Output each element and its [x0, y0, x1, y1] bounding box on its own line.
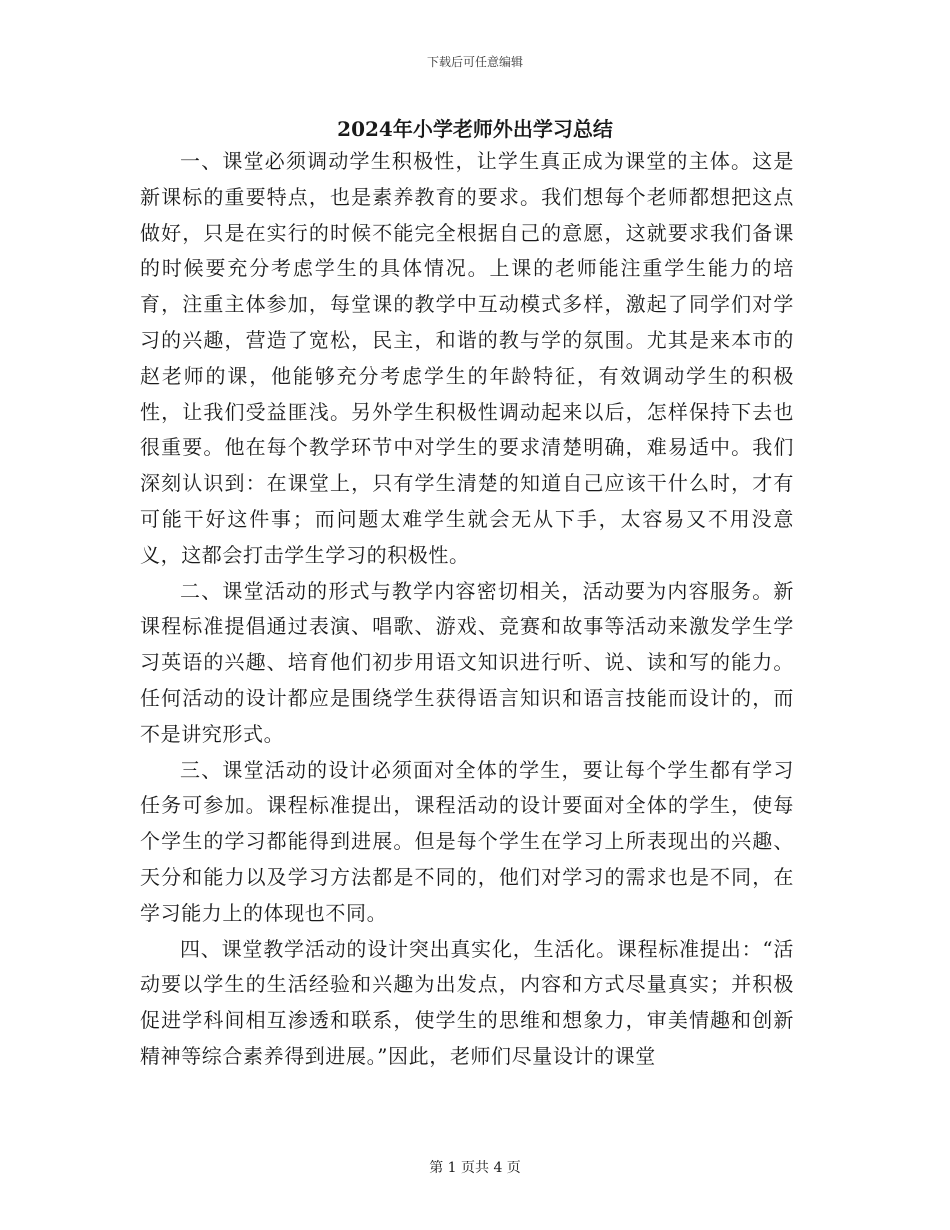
document-body [140, 144, 794, 1075]
paragraph-4: 四、课堂教学活动的设计突出真实化，生活化。课程标准提出：“活动要以学生的生活经验和兴趣为出发点，内容和方式尽量真实；并积极促进学科间相互渗透和联系，使学生的思维和想象力，审美情趣和创新精神等综合素养得到进展。”因此，老师们尽量设计的课堂 [140, 936, 794, 1068]
paragraph-3: 三、课堂活动的设计必须面对全体的学生，要让每个学生都有学习任务可参加。课程标准提出，课程活动的设计要面对全体的学生，使每个学生的学习都能得到进展。但是每个学生在学习上所表现出的兴趣、天分和能力以及学习方法都是不同的，他们对学习的需求也是不同，在学习能力上的体现也不同。 [140, 757, 794, 925]
page-header-note: 下载后可任意编辑 [426, 55, 523, 69]
page-number: 第 1 页共 4 页 [429, 1160, 521, 1176]
paragraph-1: 一、课堂必须调动学生积极性，让学生真正成为课堂的主体。这是新课标的重要特点，也是素养教育的要求。我们想每个老师都想把这点做好，只是在实行的时候不能完全根据自己的意愿，这就要求我们备课的时候要充分考虑学生的具体情况。上课的老师能注重学生能力的培育，注重主体参加，每堂课的教学中互动模式多样，激起了同学们对学习的兴趣，营造了宽松，民主，和谐的教与学的氛围。尤其是来本市的赵老师的课，他能够充分考虑学生的年龄特征，有效调动学生的积极性，让我们受益匪浅。另外学生积极性调动起来以后，怎样保持下去也很重要。他在每个教学环节中对学生的要求清楚明确，难易适中。我们深刻认识到：在课堂上，只有学生清楚的知道自己应该干什么时，才有可能干好这件事；而问题太难学生就会无从下手，太容易又不用没意义，这都会打击学生学习的积极性。 [140, 149, 794, 567]
document-title: 2024年小学老师外出学习总结 [337, 117, 613, 141]
paragraph-2: 二、课堂活动的形式与教学内容密切相关，活动要为内容服务。新课程标准提倡通过表演、唱歌、游戏、竞赛和故事等活动来激发学生学习英语的兴趣、培育他们初步用语文知识进行听、说、读和写的能力。任何活动的设计都应是围绕学生获得语言知识和语言技能而设计的，而不是讲究形式。 [140, 578, 794, 746]
